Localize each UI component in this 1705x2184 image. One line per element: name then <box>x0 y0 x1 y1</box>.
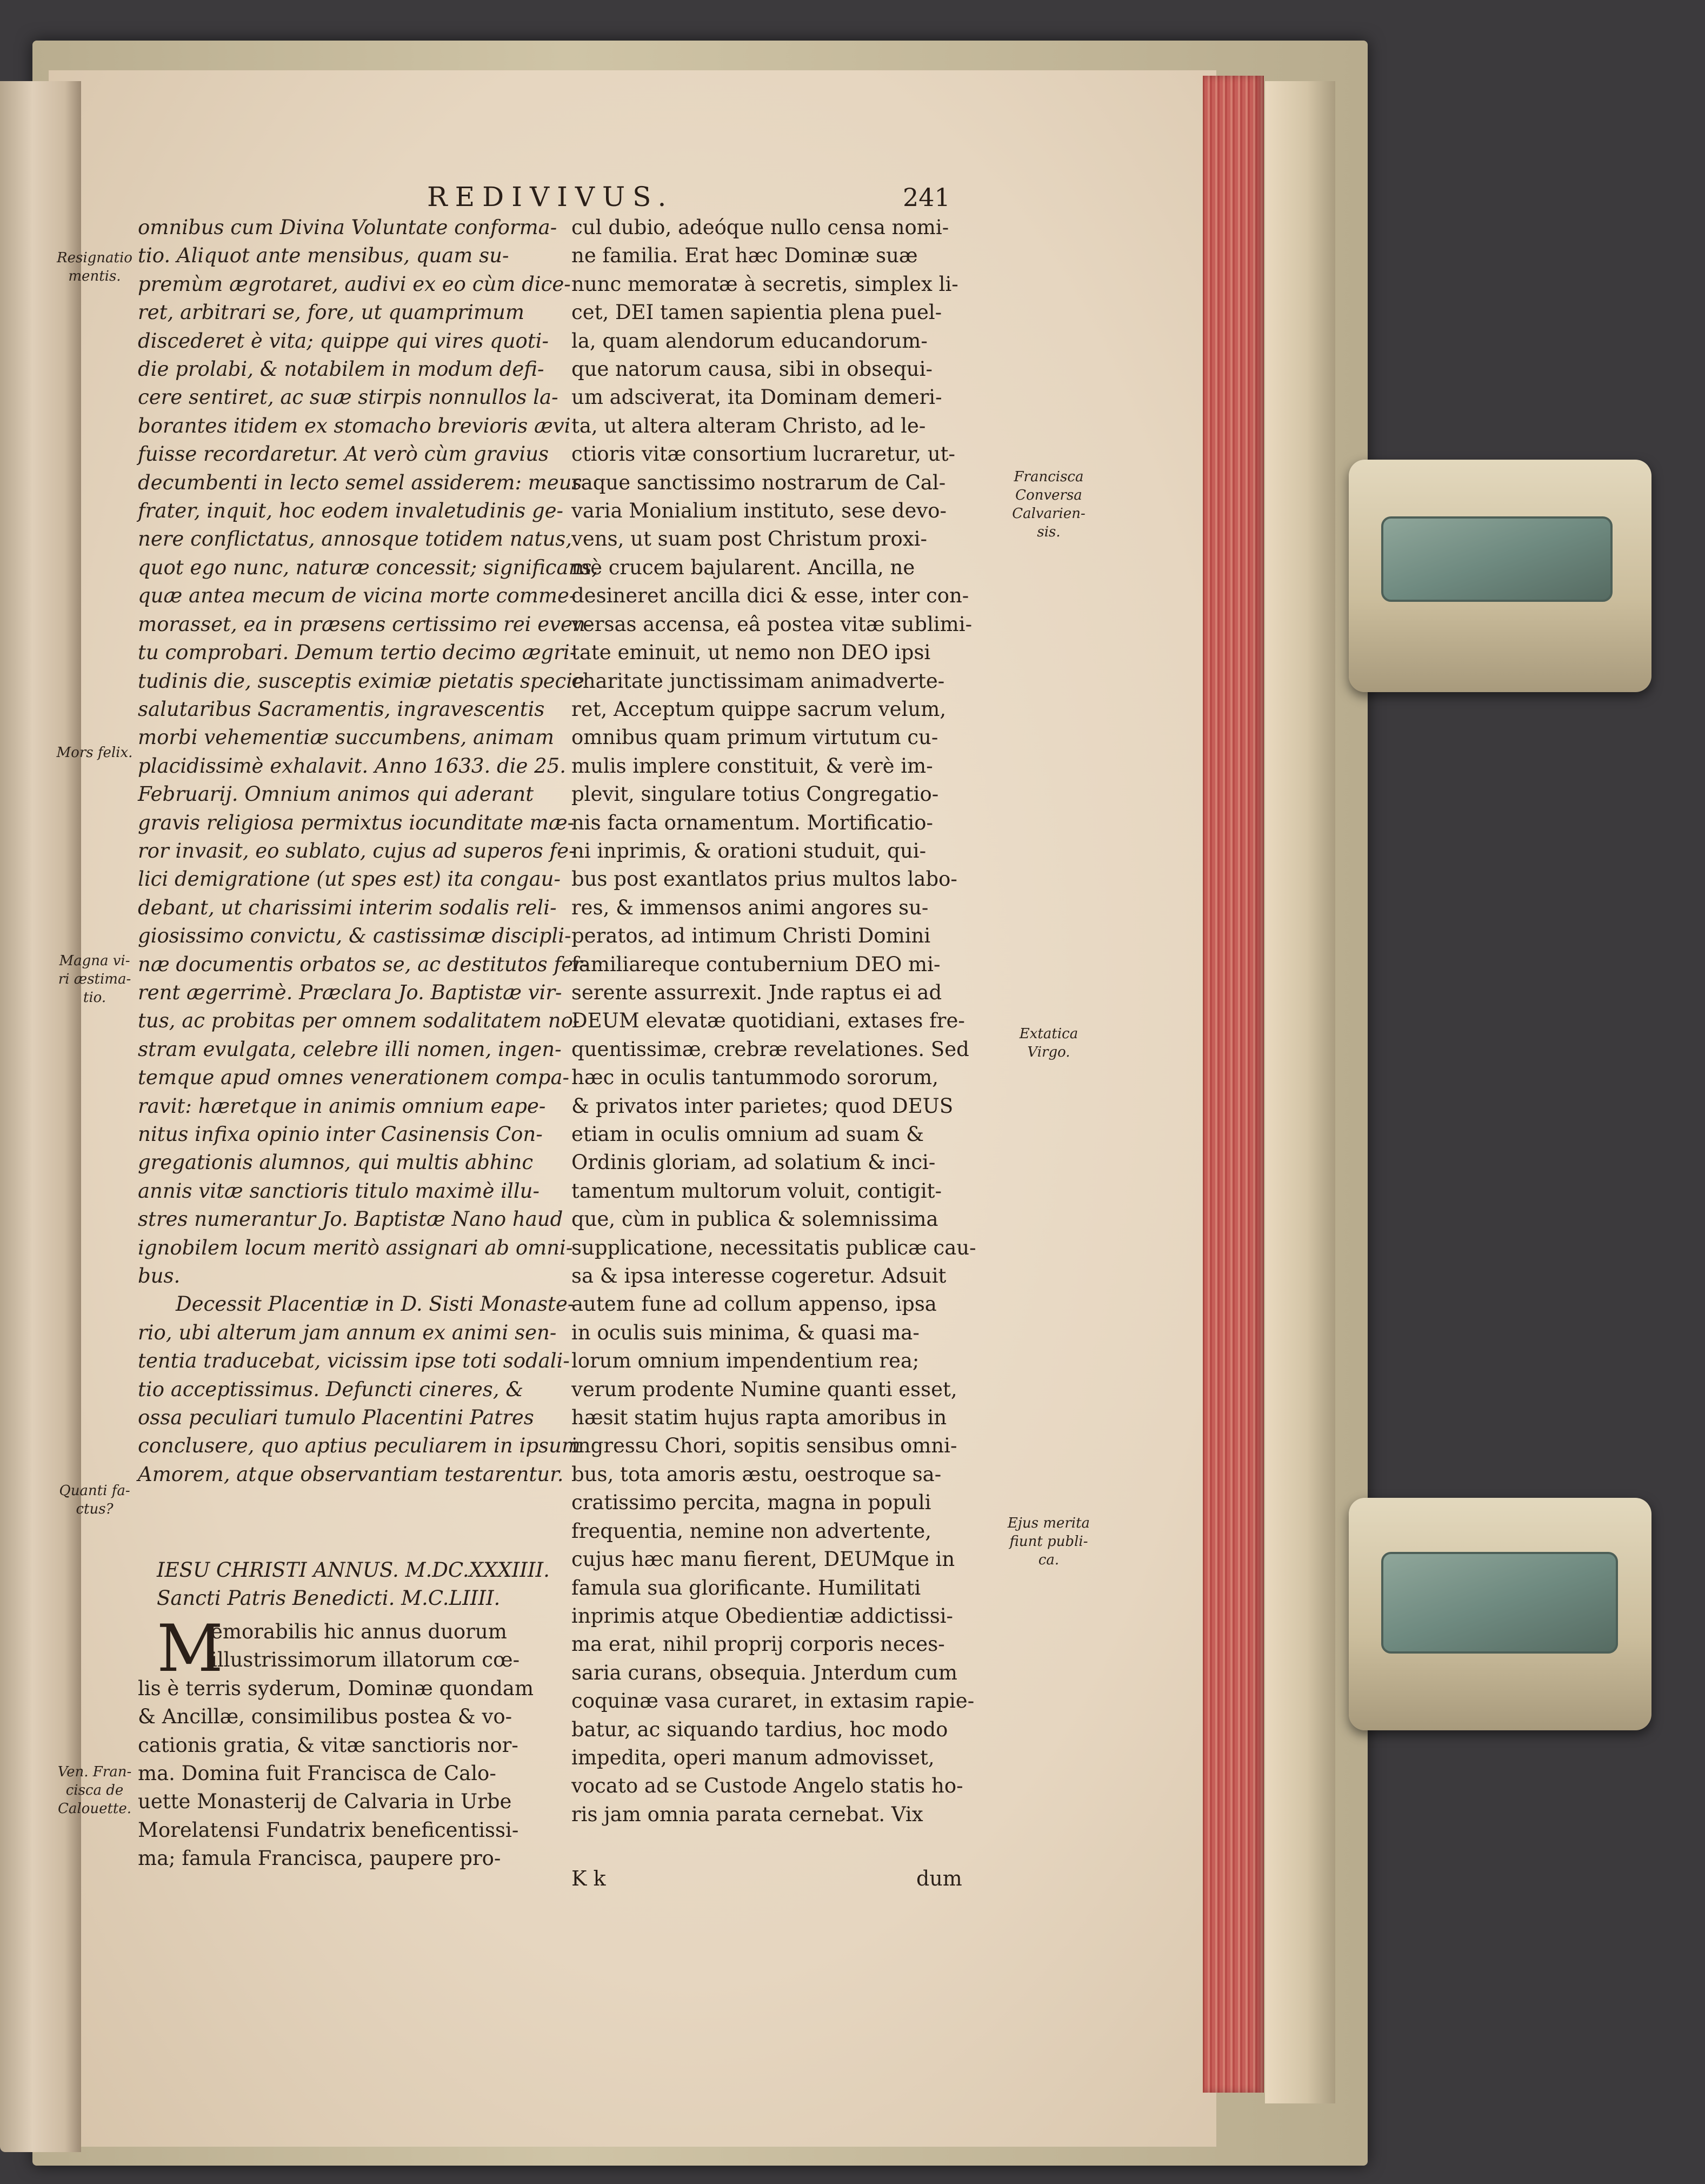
left-column <box>138 214 598 1489</box>
margin-note-ejus-merita: Ejus merita fiunt publi- ca. <box>1007 1515 1090 1568</box>
text-line: gregationis alumnos, qui multis abhinc <box>138 1151 534 1174</box>
text-line: tu comprobari. Demum tertio decimo ægri- <box>138 641 577 665</box>
margin-note-francisca-conversa: Francisca Conversa Calvarien- sis. <box>1012 469 1085 540</box>
page-text-area <box>54 0 1243 1947</box>
running-title: REDIVIVUS. <box>427 181 674 213</box>
text-line: fuisse recordaretur. At verò cùm gravius <box>138 442 549 466</box>
text-line: familiareque contubernium DEO mi- <box>571 952 941 976</box>
text-line: Februarij. Omnium animos qui aderant <box>138 782 534 806</box>
text-line: uette Monasterij de Calvaria in Urbe <box>138 1790 512 1814</box>
text-line: bus post exantlatos prius multos labo- <box>571 867 957 891</box>
text-line: lis è terris syderum, Dominæ quondam <box>138 1676 534 1700</box>
text-line: ma; famula Francisca, paupere pro- <box>138 1847 501 1870</box>
text-line: cratissimo percita, magna in populi <box>571 1491 931 1515</box>
text-line: tentia traducebat, vicissim ipse toti sodali- <box>138 1349 570 1373</box>
text-line: um adsciverat, ita Dominam demeri- <box>571 386 942 409</box>
text-line: Amorem, atque observantiam testarentur. <box>138 1462 564 1486</box>
text-line: frequentia, nemine non advertente, <box>571 1519 931 1543</box>
text-line: ne familia. Erat hæc Dominæ suæ <box>571 244 918 268</box>
text-line: stres numerantur Jo. Baptistæ Nano haud <box>138 1207 563 1231</box>
text-line: serente assurrexit. Jnde raptus ei ad <box>571 980 942 1004</box>
text-line: famula sua glorificante. Humilitati <box>571 1576 921 1599</box>
text-line: ctioris vitæ consortium lucraretur, ut- <box>571 442 956 466</box>
text-line: que natorum causa, sibi in obsequi- <box>571 357 933 381</box>
text-line: nunc memoratæ à secretis, simplex li- <box>571 272 958 296</box>
text-line: ignobilem locum meritò assignari ab omni- <box>138 1236 573 1259</box>
text-line: impedita, operi manum admovisset, <box>571 1745 935 1769</box>
margin-note-magna-viri: Magna vi- ri æstima- tio. <box>58 953 131 1006</box>
text-line: temque apud omnes venerationem compa- <box>138 1066 570 1090</box>
text-line: & privatos inter parietes; quod DEUS <box>571 1094 954 1118</box>
text-line: omnibus cum Divina Voluntate conforma- <box>138 216 557 239</box>
catchword: dum <box>916 1867 962 1890</box>
text-line: premùm ægrotaret, audivi ex eo cùm dice- <box>138 272 571 296</box>
text-line: ossa peculiari tumulo Placentini Patres <box>138 1406 534 1430</box>
text-line: debant, ut charissimi interim sodalis reli- <box>138 895 557 919</box>
text-line: quentissimæ, crebræ revelationes. Sed <box>571 1037 969 1061</box>
text-line: coquinæ vasa curaret, in extasim rapie- <box>571 1689 975 1713</box>
text-line: frater, inquit, hoc eodem invaletudinis ge- <box>138 499 564 523</box>
text-line: inprimis atque Obedientiæ addictissi- <box>571 1604 954 1628</box>
text-line: lorum omnium impendentium rea; <box>571 1349 920 1373</box>
margin-note-mors-felix: Mors felix. <box>56 745 133 761</box>
year-heading-line-2: Sancti Patris Benedicti. M.C.LIIII. <box>157 1586 501 1610</box>
text-line: omnibus quam primum virtutum cu- <box>571 726 938 749</box>
text-line: ta, ut altera alteram Christo, ad le- <box>571 414 926 437</box>
text-line: etiam in oculis omnium ad suam & <box>571 1123 924 1146</box>
text-line: quæ antea mecum de vicina morte comme- <box>138 584 576 608</box>
text-line: & Ancillæ, consimilibus postea & vo- <box>138 1705 512 1729</box>
text-line: Morelatensi Fundatrix beneficentissi- <box>138 1818 519 1842</box>
text-line: bus, tota amoris æstu, oestroque sa- <box>571 1462 942 1486</box>
text-line: ret, arbitrari se, fore, ut quamprimum <box>138 301 524 324</box>
page-number: 241 <box>903 183 950 212</box>
text-line: bus. <box>138 1264 181 1288</box>
year-heading-line-1: IESU CHRISTI ANNUS. M.DC.XXXIIII. <box>157 1558 550 1582</box>
left-bottom-paragraph <box>138 1611 534 1873</box>
text-line: supplicatione, necessitatis publicæ cau- <box>571 1236 976 1259</box>
text-line: morbi vehementiæ succumbens, animam <box>138 726 554 749</box>
text-line: die prolabi, & notabilem in modum defi- <box>138 357 544 381</box>
text-line: Ordinis gloriam, ad solatium & inci- <box>571 1151 936 1174</box>
text-line: tamentum multorum voluit, contigit- <box>571 1179 942 1203</box>
text-line: annis vitæ sanctioris titulo maximè illu- <box>138 1179 540 1203</box>
text-line: ris jam omnia parata cernebat. Vix <box>571 1802 923 1826</box>
text-line: desineret ancilla dici & esse, inter con- <box>571 584 969 608</box>
lower-clasp-metal <box>1381 1552 1618 1654</box>
text-line: verum prodente Numine quanti esset, <box>571 1377 957 1401</box>
text-line: ingressu Chori, sopitis sensibus omni- <box>571 1434 957 1458</box>
text-line: borantes itidem ex stomacho brevioris ævi <box>138 414 571 437</box>
text-line: raque sanctissimo nostrarum de Cal- <box>571 470 946 494</box>
margin-note-quanti-factus: Quanti fa- ctus? <box>59 1483 130 1517</box>
text-line: versas accensa, eâ postea vitæ sublimi- <box>571 612 973 636</box>
text-line: ni inprimis, & orationi studuit, qui- <box>571 839 927 862</box>
page-block-edge <box>1265 81 1335 2103</box>
text-line: rent ægerrimè. Præclara Jo. Baptistæ vir- <box>138 980 562 1004</box>
text-line: tio. Aliquot ante mensibus, quam su- <box>138 244 509 268</box>
text-line: DEUM elevatæ quotidiani, extases fre- <box>571 1009 965 1033</box>
text-line: cet, DEI tamen sapientia plena puel- <box>571 301 942 324</box>
text-line: cere sentiret, ac suæ stirpis nonnullos la- <box>138 386 558 409</box>
text-line: tate eminuit, ut nemo non DEO ipsi <box>571 641 931 665</box>
lower-clasp <box>1349 1498 1651 1730</box>
upper-clasp-metal <box>1381 516 1613 602</box>
text-line: peratos, ad intimum Christi Domini <box>571 924 931 948</box>
text-line: tio acceptissimus. Defuncti cineres, & <box>138 1377 524 1401</box>
text-line: emorabilis hic annus duorum <box>211 1620 507 1643</box>
text-line: decumbenti in lecto semel assiderem: meus <box>138 470 582 494</box>
text-line: tudinis die, susceptis eximiæ pietatis specie <box>138 669 584 693</box>
text-line: in oculis suis minima, & quasi ma- <box>571 1320 920 1344</box>
text-line: nitus infixa opinio inter Casinensis Con- <box>138 1123 543 1146</box>
text-line: discederet è vita; quippe qui vires quoti- <box>138 329 549 353</box>
text-line: ma. Domina fuit Francisca de Calo- <box>138 1762 496 1785</box>
margin-note-resignatio: Resignatio mentis. <box>57 250 132 284</box>
text-line: sa & ipsa interesse cogeretur. Adsuit <box>571 1264 947 1288</box>
text-line: lici demigratione (ut spes est) ita congau- <box>138 867 561 891</box>
text-line: conclusere, quo aptius peculiarem in ipsum <box>138 1434 581 1458</box>
text-line: Decessit Placentiæ in D. Sisti Monaste- <box>176 1292 575 1316</box>
text-line: tus, ac probitas per omnem sodalitatem no- <box>138 1009 580 1033</box>
text-line: plevit, singulare totius Congregatio- <box>571 782 939 806</box>
signature-mark: K k <box>571 1867 606 1890</box>
text-line: saria curans, obsequia. Jnterdum cum <box>571 1661 957 1684</box>
text-line: ror invasit, eo sublato, cujus ad superos fe- <box>138 839 576 862</box>
text-line: que, cùm in publica & solemnissima <box>571 1207 938 1231</box>
text-line: varia Monialium instituto, sese devo- <box>571 499 947 523</box>
text-line: ma erat, nihil proprij corporis neces- <box>571 1632 945 1656</box>
text-line: autem fune ad collum appenso, ipsa <box>571 1292 937 1316</box>
text-line: nis facta ornamentum. Mortificatio- <box>571 811 934 834</box>
text-line: quot ego nunc, naturæ concessit; significans, <box>138 555 598 579</box>
text-line: illustrissimorum illatorum cœ- <box>211 1648 520 1672</box>
text-line: la, quam alendorum educandorum- <box>571 329 928 353</box>
margin-note-ven-francisca: Ven. Fran- cisca de Calouette. <box>57 1764 132 1817</box>
text-line: mè crucem bajularent. Ancilla, ne <box>571 555 915 579</box>
text-line: batur, ac siquando tardius, hoc modo <box>571 1717 948 1741</box>
text-line: charitate junctissimam animadverte- <box>571 669 945 693</box>
text-line: vocato ad se Custode Angelo statis ho- <box>571 1774 963 1798</box>
text-line: mulis implere constituit, & verè im- <box>571 754 933 778</box>
upper-clasp <box>1349 460 1651 692</box>
text-line: gravis religiosa permixtus iocunditate mæ- <box>138 811 575 834</box>
text-line: placidissimè exhalavit. Anno 1633. die 25. <box>138 754 566 778</box>
text-line: giosissimo convictu, & castissimæ discipli- <box>138 924 571 948</box>
text-line: cujus hæc manu fierent, DEUMque in <box>571 1548 955 1571</box>
margin-note-extatica-virgo: Extatica Virgo. <box>1019 1026 1078 1060</box>
text-line: nere conflictatus, annosque totidem natus, <box>138 527 572 551</box>
right-column <box>571 214 976 1829</box>
text-line: næ documentis orbatos se, ac destitutos fer- <box>138 952 590 976</box>
text-line: rio, ubi alterum jam annum ex animi sen- <box>138 1320 557 1344</box>
text-line: morasset, ea in præsens certissimo rei even- <box>138 612 592 636</box>
text-line: cationis gratia, & vitæ sanctioris nor- <box>138 1733 518 1757</box>
text-line: cul dubio, adeóque nullo censa nomi- <box>571 216 949 239</box>
text-line: vens, ut suam post Christum proxi- <box>571 527 927 551</box>
drop-cap: M <box>157 1611 223 1687</box>
text-line: ret, Acceptum quippe sacrum velum, <box>571 697 947 721</box>
text-line: salutaribus Sacramentis, ingravescentis <box>138 697 545 721</box>
text-line: stram evulgata, celebre illi nomen, ingen- <box>138 1037 562 1061</box>
text-line: hæc in oculis tantummodo sororum, <box>571 1066 938 1090</box>
text-line: res, & immensos animi angores su- <box>571 895 929 919</box>
text-line: ravit: hæretque in animis omnium eape- <box>138 1094 546 1118</box>
text-line: hæsit statim hujus rapta amoribus in <box>571 1406 947 1430</box>
